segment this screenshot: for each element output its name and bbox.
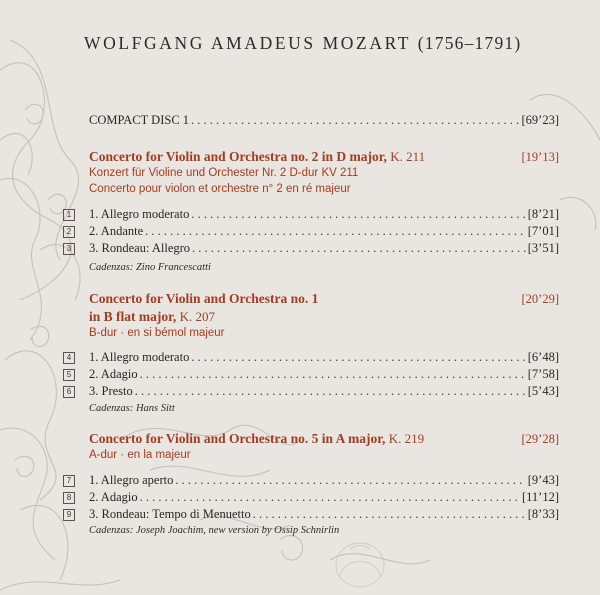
- track-title: 2. Andante: [89, 224, 144, 238]
- work-title: Concerto for Violin and Orchestra no. 1: [89, 291, 319, 306]
- work-duration: [19’13]: [521, 150, 559, 164]
- track-row: [89, 490, 559, 506]
- disc-summary-row: [89, 113, 559, 129]
- leader-dots: [191, 350, 525, 365]
- track-duration: [11’12]: [521, 490, 559, 504]
- work-catalog: K. 219: [388, 431, 425, 446]
- work-heading: [89, 149, 559, 165]
- track-number-box: 6: [63, 386, 75, 398]
- work-duration: [20’29]: [521, 292, 559, 306]
- work-title-continued: [89, 309, 215, 325]
- track-number-box: 2: [63, 226, 75, 238]
- disc-duration: [69’23]: [521, 113, 559, 127]
- track-number-box: 5: [63, 369, 75, 381]
- track-row: [89, 507, 559, 523]
- cadenzas-note: Cadenzas: Joseph Joachim, new version by Ossip Schnirlin: [89, 525, 340, 536]
- track-duration: [3’51]: [527, 241, 559, 255]
- track-title: 2. Adagio: [89, 367, 138, 381]
- track-duration: [6’48]: [527, 350, 559, 364]
- track-row: [89, 473, 559, 489]
- track-duration: [9’43]: [527, 473, 559, 487]
- track-number-box: 1: [63, 209, 75, 221]
- track-title: 1. Allegro moderato: [89, 207, 190, 221]
- track-duration: [8’21]: [527, 207, 559, 221]
- work-title: Concerto for Violin and Orchestra no. 5 in A major,: [89, 431, 386, 446]
- track-duration: [7’01]: [527, 224, 559, 238]
- disc-label: COMPACT DISC 1: [89, 113, 190, 127]
- track-row: [89, 224, 559, 240]
- work-title-line2: in B flat major,: [89, 309, 177, 324]
- track-number-box: 4: [63, 352, 75, 364]
- work-subtitle: A-dur · en la majeur: [89, 449, 191, 461]
- track-row: [89, 207, 559, 223]
- leader-dots: [140, 367, 526, 382]
- track-number-box: 7: [63, 475, 75, 487]
- work-heading: [89, 431, 559, 447]
- track-title: 1. Allegro aperto: [89, 473, 174, 487]
- work-catalog: K. 211: [390, 149, 426, 164]
- track-title: 3. Rondeau: Allegro: [89, 241, 191, 255]
- work-duration: [29’28]: [521, 432, 559, 446]
- track-number-box: 9: [63, 509, 75, 521]
- track-duration: [7’58]: [527, 367, 559, 381]
- track-title: 3. Rondeau: Tempo di Menuetto: [89, 507, 251, 521]
- work-title: Concerto for Violin and Orchestra no. 2 in D major,: [89, 149, 387, 164]
- track-number-box: 8: [63, 492, 75, 504]
- track-duration: [8’33]: [527, 507, 559, 521]
- track-row: [89, 367, 559, 383]
- cadenzas-note: Cadenzas: Hans Sitt: [89, 403, 175, 414]
- leader-dots: [140, 490, 520, 505]
- track-title: 3. Presto: [89, 384, 133, 398]
- leader-dots: [175, 473, 525, 488]
- track-title: 2. Adagio: [89, 490, 138, 504]
- track-row: [89, 384, 559, 400]
- page-title: [84, 33, 521, 54]
- track-row: [89, 241, 559, 257]
- track-row: [89, 350, 559, 366]
- work-subtitle: Concerto pour violon et orchestre n° 2 en ré majeur: [89, 183, 351, 195]
- leader-dots: [253, 507, 526, 522]
- leader-dots: [145, 224, 526, 239]
- track-number-box: 3: [63, 243, 75, 255]
- composer-name: WOLFGANG AMADEUS MOZART: [84, 33, 411, 53]
- track-title: 1. Allegro moderato: [89, 350, 190, 364]
- track-duration: [5’43]: [527, 384, 559, 398]
- cadenzas-note: Cadenzas: Zino Francescatti: [89, 262, 211, 273]
- composer-years: (1756–1791): [417, 33, 522, 53]
- leader-dots: [192, 241, 526, 256]
- leader-dots: [191, 113, 519, 128]
- work-catalog: K. 207: [179, 309, 216, 324]
- leader-dots: [191, 207, 525, 222]
- work-subtitle: B-dur · en si bémol majeur: [89, 327, 225, 339]
- leader-dots: [135, 384, 526, 399]
- work-subtitle: Konzert für Violine und Orchester Nr. 2 D-dur KV 211: [89, 167, 359, 179]
- work-heading: [89, 291, 559, 307]
